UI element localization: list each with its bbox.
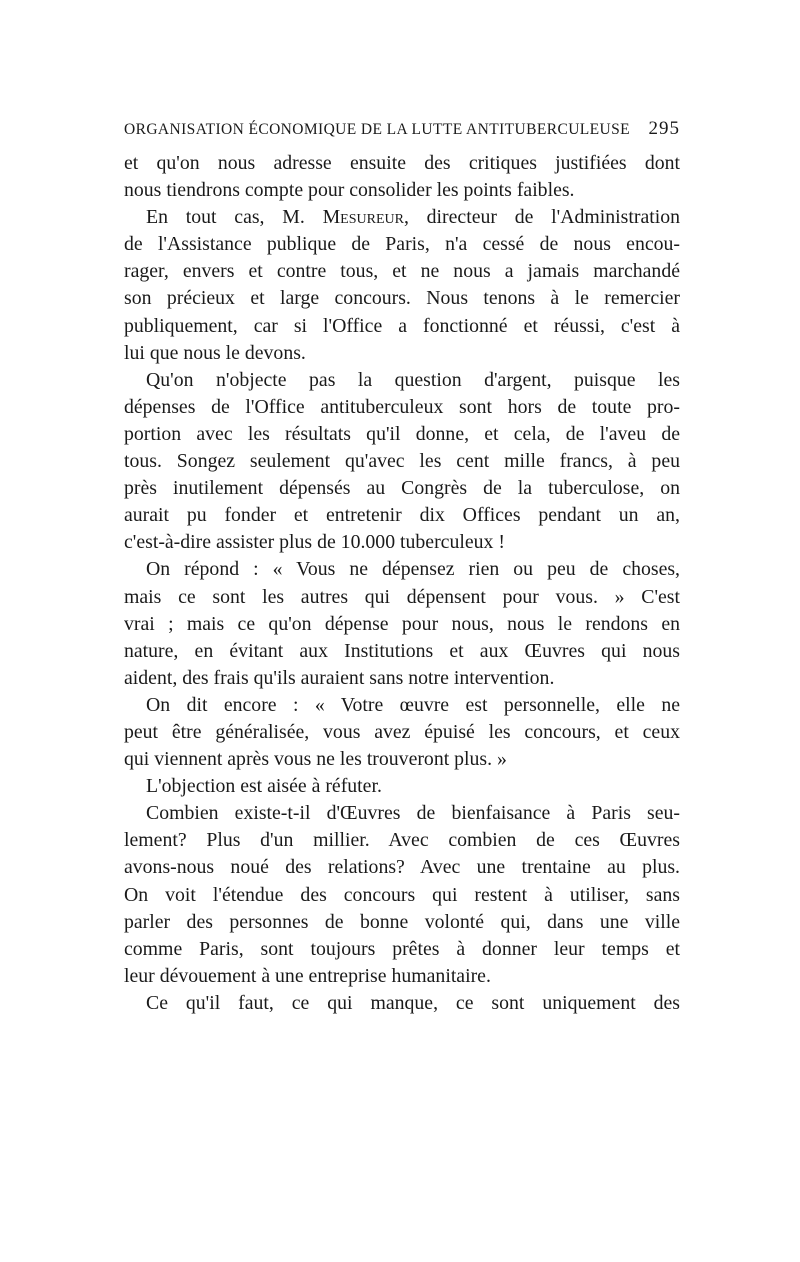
text-line: peut être généralisée, vous avez épuisé les concours, et ceux <box>124 720 680 743</box>
running-header <box>124 112 680 146</box>
text-line: aident, des frais qu'ils auraient sans notre intervention. <box>124 666 555 689</box>
text-line: portion avec les résultats qu'il donne, et cela, de l'aveu de <box>124 422 680 445</box>
text-line: lui que nous le devons. <box>124 341 306 364</box>
text-line: En tout cas, M. Mesureur, directeur de l'Administration <box>146 206 681 229</box>
text-line: dépenses de l'Office antituberculeux sont hors de toute pro- <box>124 395 680 418</box>
book-page <box>124 112 680 1017</box>
text-line: leur dévouement à une entreprise humanitaire. <box>124 964 491 987</box>
text-line: comme Paris, sont toujours prêtes à donner leur temps et <box>124 937 680 960</box>
text-line: Ce qu'il faut, ce qui manque, ce sont uniquement des <box>146 991 680 1014</box>
text-line: nous tiendrons compte pour consolider les points faibles. <box>124 179 575 202</box>
text-line: L'objection est aisée à réfuter. <box>146 775 382 798</box>
text-line: c'est-à-dire assister plus de 10.000 tuberculeux ! <box>124 531 505 554</box>
text-line: tous. Songez seulement qu'avec les cent mille francs, à peu <box>124 450 680 473</box>
text-line: aurait pu fonder et entretenir dix Offices pendant un an, <box>124 504 680 527</box>
text-line: de l'Assistance publique de Paris, n'a cessé de nous encou- <box>124 233 680 256</box>
person-name: Mesureur <box>322 206 404 229</box>
text-line: vrai ; mais ce qu'on dépense pour nous, nous le rendons en <box>124 612 680 635</box>
text-line: On répond : « Vous ne dépensez rien ou peu de choses, <box>146 558 680 581</box>
text-line: Combien existe-t-il d'Œuvres de bienfaisance à Paris seu- <box>146 802 680 825</box>
text-line: qui viennent après vous ne les trouveront plus. » <box>124 748 507 771</box>
text-line: avons-nous noué des relations? Avec une trentaine au plus. <box>124 856 680 879</box>
running-title: ORGANISATION ÉCONOMIQUE DE LA LUTTE ANTITUBERCULEUSE <box>124 121 630 138</box>
text-line: et qu'on nous adresse ensuite des critiques justifiées dont <box>124 152 680 174</box>
text-line: rager, envers et contre tous, et ne nous a jamais marchandé <box>124 260 680 283</box>
text-line: lement? Plus d'un millier. Avec combien de ces Œuvres <box>124 829 680 852</box>
text-line: près inutilement dépensés au Congrès de la tuberculose, on <box>124 477 680 500</box>
text-line: parler des personnes de bonne volonté qui, dans une ville <box>124 910 680 933</box>
text-line: son précieux et large concours. Nous tenons à le remercier <box>124 287 680 310</box>
page-number: 295 <box>648 118 680 139</box>
text-line: On voit l'étendue des concours qui restent à utiliser, sans <box>124 883 680 906</box>
text-line: Qu'on n'objecte pas la question d'argent, puisque les <box>146 368 680 391</box>
text-line: nature, en évitant aux Institutions et aux Œuvres qui nous <box>124 639 680 662</box>
text-line: publiquement, car si l'Office a fonctionné et réussi, c'est à <box>124 314 680 337</box>
text-line: On dit encore : « Votre œuvre est personnelle, elle ne <box>146 693 680 716</box>
text-line: mais ce sont les autres qui dépensent pour vous. » C'est <box>124 585 680 608</box>
body-text <box>124 150 680 1017</box>
